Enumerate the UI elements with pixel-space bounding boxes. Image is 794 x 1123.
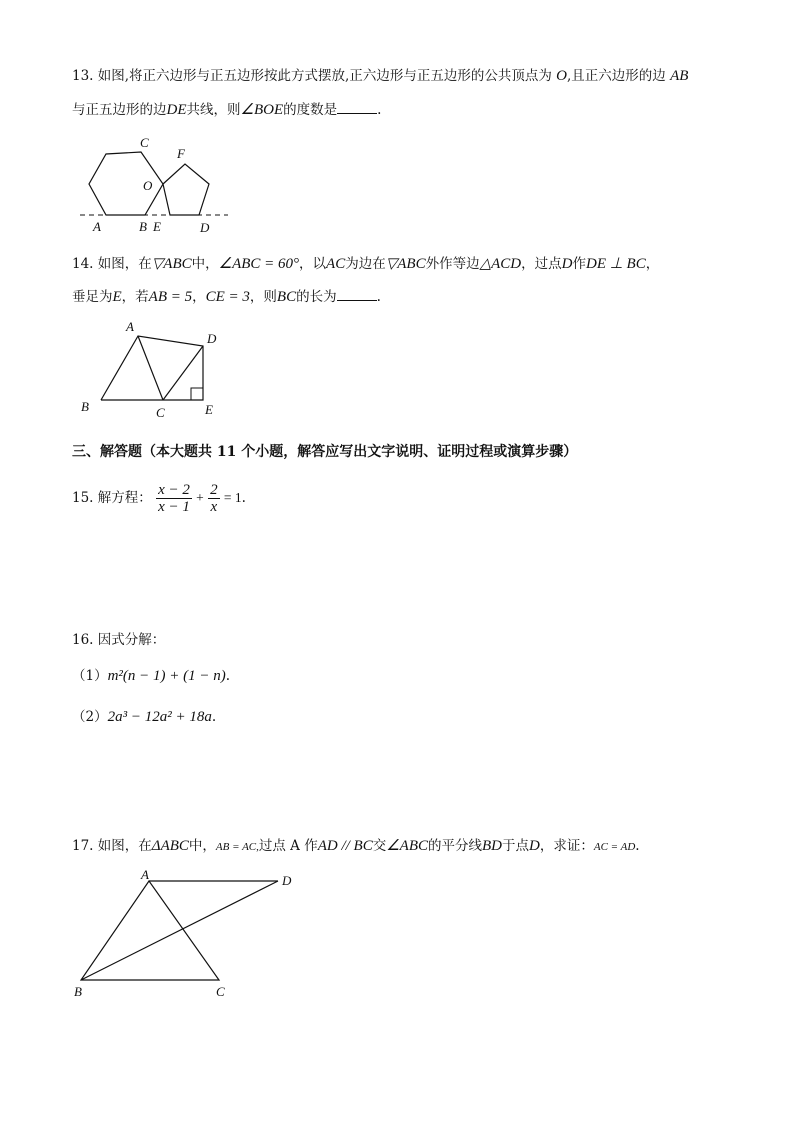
q13-side-de: DE xyxy=(166,102,187,118)
q16-part2: （2）2a³ − 12a² + 18a. xyxy=(72,709,217,725)
label-c: C xyxy=(156,405,165,420)
label-b: B xyxy=(139,219,147,234)
label-c: C xyxy=(140,135,149,150)
q13-point-o: O xyxy=(556,68,567,84)
pentagon xyxy=(163,164,209,215)
label-d: D xyxy=(200,220,210,235)
q14-answer-blank xyxy=(337,286,377,301)
figure-13 xyxy=(78,135,238,235)
label-c: C xyxy=(216,984,225,999)
label-d: D xyxy=(282,873,292,888)
label-f: F xyxy=(177,146,185,161)
label-e: E xyxy=(153,219,161,234)
label-a: A xyxy=(93,219,101,234)
q16-part1: （1）m²(n − 1) + (1 − n). xyxy=(72,668,231,684)
label-e: E xyxy=(205,402,213,417)
q13-answer-blank xyxy=(337,99,377,114)
q14-line2: 垂足为E，若AB = 5，CE = 3，则BC的长为 . xyxy=(72,286,381,307)
figure-14 xyxy=(78,318,228,420)
q15: 15. 解方程： $\frac{x - 2}{x - 1}$ + $\frac{2}{x}$ = 1. xyxy=(72,482,246,515)
segment-bd xyxy=(81,881,278,980)
q15-fraction-2: $\frac{2}{x}$ xyxy=(210,482,218,515)
section-3-heading: 三、解答题（本大题共 11 个小题，解答应写出文字说明、证明过程或演算步骤） xyxy=(72,444,578,460)
label-o: O xyxy=(143,178,153,193)
q13-line1: 13. 如图,将正六边形与正五边形按此方式摆放,正六边形与正五边形的公共顶点为 O,且正六边形的边 AB xyxy=(72,68,689,84)
q15-fraction-1: $\frac{x - 2}{x - 1}$ xyxy=(158,482,190,515)
q17-line: 17. 如图，在ΔABC中，AB = AC,过点 A 作AD // BC交∠ABC的平分线BD于点D，求证：AC = AD. xyxy=(72,838,640,854)
q14-line1: 14. 如图，在▽ABC中，∠ABC = 60°，以AC为边在▽ABC外作等边△ACD，过点D作DE ⊥ BC， xyxy=(72,256,660,272)
label-b: B xyxy=(74,984,82,999)
figure-17 xyxy=(72,868,302,1000)
right-angle-mark xyxy=(191,388,203,400)
label-a: A xyxy=(126,319,134,334)
q13-angle: ∠BOE xyxy=(240,102,284,118)
q16-title: 16. 因式分解： xyxy=(72,632,166,648)
q13-line2: 与正五边形的边DE共线，则∠BOE的度数是 . xyxy=(72,99,381,120)
label-d: D xyxy=(207,331,217,346)
triangle-abc xyxy=(81,881,219,980)
label-b: B xyxy=(81,399,89,414)
q13-side-ab: AB xyxy=(670,68,689,84)
label-a: A xyxy=(141,867,149,882)
